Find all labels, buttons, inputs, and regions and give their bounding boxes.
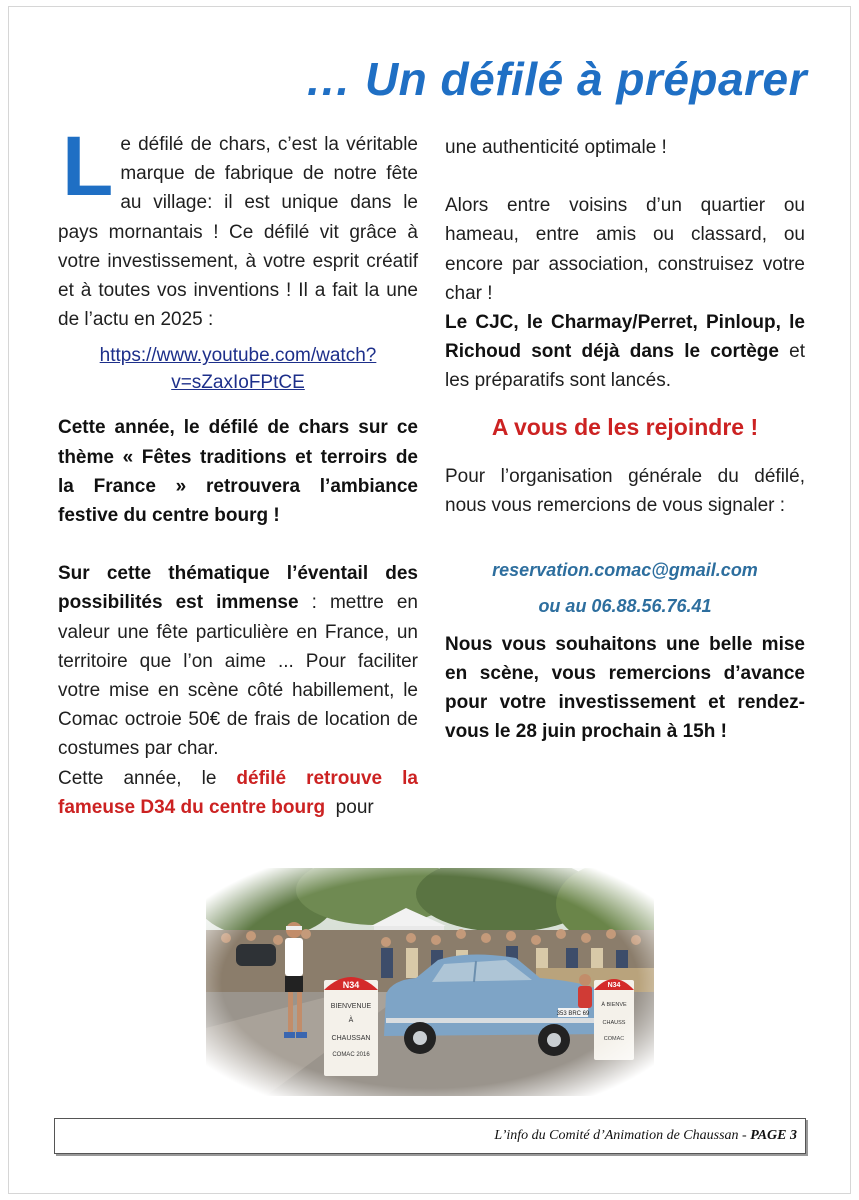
spacer <box>445 162 805 191</box>
theme-paragraph: Cette année, le défilé de chars sur ce thème « Fêtes traditions et terroirs de la France » retrouvera l’ambiance festive du centre bourg ! <box>58 417 418 527</box>
closing-paragraph: Nous vous souhaitons une belle mise en scène, vous remercions d’avance pour votre investissement et rendez-vous le 28 juin prochain à 15h ! <box>445 633 805 743</box>
youtube-link-line1: https://www.youtube.com/watch? <box>99 345 377 367</box>
route-prefix: Cette année, le <box>58 767 237 789</box>
youtube-link[interactable] <box>58 342 418 396</box>
possibilities-paragraph <box>58 559 418 763</box>
right-column <box>445 133 805 746</box>
groups-bold: Le CJC, le Charmay/Perret, Pinloup, le Richoud sont déjà dans le cortège <box>445 312 805 363</box>
join-heading: A vous de les rejoindre ! <box>491 413 759 440</box>
possibilities-text: : mettre en valeur une fête particulière en France, un territoire que l’on aime ... Pour faciliter votre mise en scène côté habillement, le Comac octroie 50€ de frais de location de costumes par char. <box>58 592 418 760</box>
contact-phone: ou au 06.88.56.76.41 <box>538 596 712 617</box>
intro-paragraph <box>58 119 418 334</box>
organisation-paragraph: Pour l’organisation générale du défilé, nous vous remercions de vous signaler : <box>445 465 805 517</box>
footer-text <box>494 1128 797 1144</box>
page-number: PAGE 3 <box>750 1128 797 1143</box>
possibilities-bold: Sur cette thématique l’éventail des possibilités est immense <box>58 563 418 614</box>
groups-text: et les préparatifs sont lancés. <box>445 341 805 392</box>
route-suffix: pour <box>325 796 374 818</box>
spacer <box>58 530 418 559</box>
parade-photo <box>206 868 654 1096</box>
continuation-text: une authenticité optimale ! <box>445 137 667 158</box>
left-column <box>58 119 418 822</box>
youtube-link-line2: v=sZaxIoFPtCE <box>171 372 305 394</box>
route-highlight: défilé retrouve la fameuse D34 du centre bourg <box>58 767 418 818</box>
intro-text: e défilé de chars, c’est la véritable marque de fabrique de notre fête au village: il est unique dans le pays mornantais ! Ce défilé vit grâce à votre investissement, à votre esprit créatif et à toutes vos inventions ! Il a fait la une de l’actu en 2025 : <box>58 134 418 331</box>
contact-email[interactable]: reservation.comac@gmail.com <box>492 560 758 581</box>
groups-paragraph <box>445 308 805 396</box>
page-title: … Un défilé à préparer <box>305 53 807 105</box>
route-paragraph <box>58 764 418 822</box>
footer <box>54 1118 806 1154</box>
call-paragraph: Alors entre voisins d’un quartier ou hameau, entre amis ou classard, ou encore par association, construisez votre char ! <box>445 195 805 304</box>
footer-label: L’info du Comité d’Animation de Chaussan - <box>494 1128 751 1143</box>
drop-cap: L <box>62 119 114 213</box>
